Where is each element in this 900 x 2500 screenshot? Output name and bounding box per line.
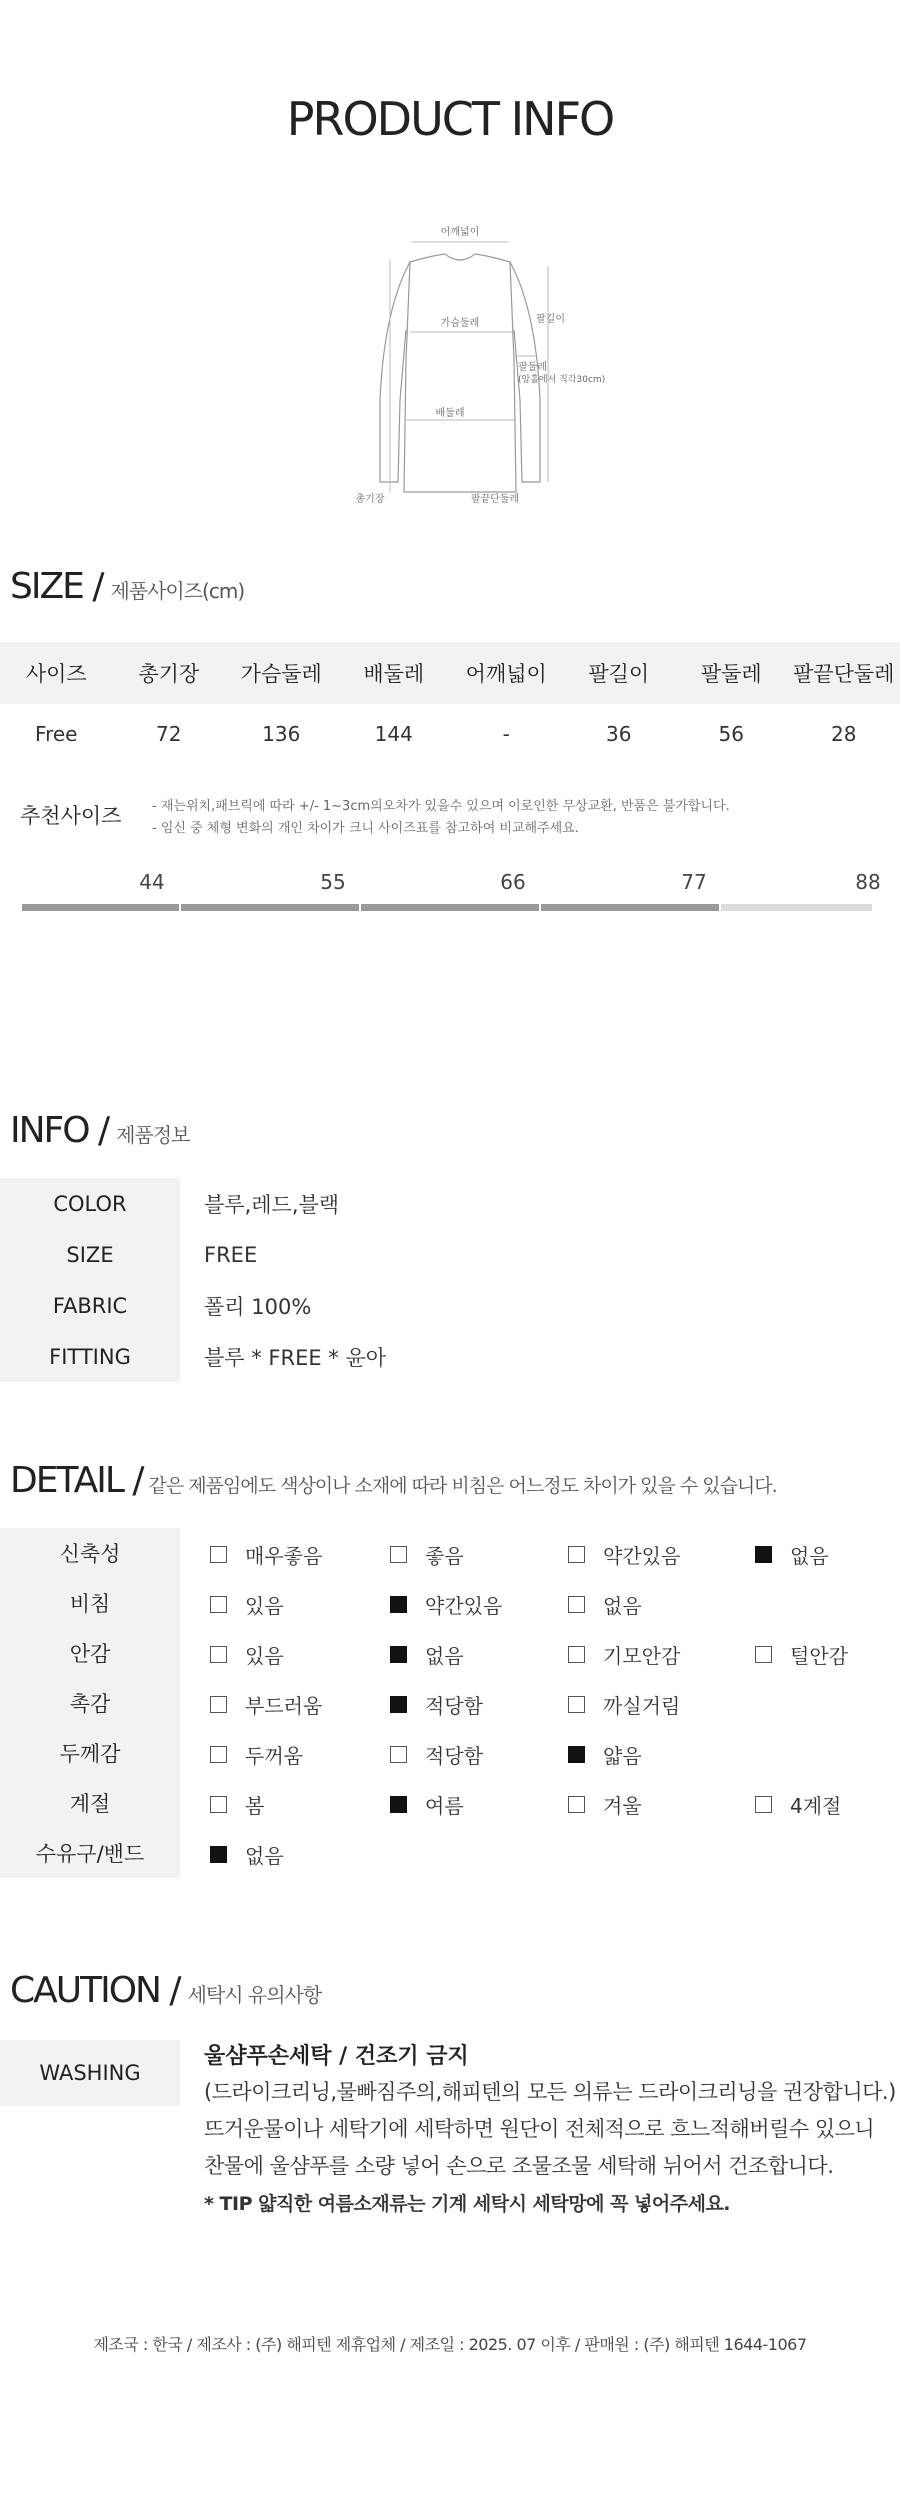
checkbox-checked [210,1846,227,1863]
detail-options [180,1828,900,1878]
option-label: 까실거림 [603,1694,681,1718]
detail-options [180,1628,900,1678]
size-col-header: 어깨넓이 [465,662,547,686]
size-cell: Free [35,722,78,746]
checkbox-checked [755,1546,772,1563]
detail-option [390,1540,464,1569]
detail-key: 촉감 [0,1678,180,1728]
washing-line: (드라이크리닝,물빠짐주의,해피텐의 모든 의류는 드라이크리닝을 권장합니다.) [204,2080,896,2104]
info-subheading: 제품정보 [116,1123,190,1147]
detail-option [568,1640,680,1669]
size-col-header: 팔길이 [588,662,650,686]
info-value: 폴리 100% [204,1294,312,1319]
detail-option [210,1840,284,1869]
detail-options [180,1528,900,1578]
sleeve-width-note: (암홀에서 직각30cm) [518,375,606,385]
option-label: 있음 [245,1594,284,1618]
option-label: 약간있음 [603,1544,681,1568]
option-label: 없음 [245,1844,284,1868]
detail-key: 두께감 [0,1728,180,1778]
checkbox-checked [390,1696,407,1713]
size-col-header: 사이즈 [25,662,87,686]
checkbox [210,1746,227,1763]
option-label: 있음 [245,1644,284,1668]
option-label: 봄 [245,1794,265,1818]
detail-option [390,1790,464,1819]
sleeve-width-label: 팔둘레 [518,362,547,373]
option-label: 4계절 [790,1794,842,1818]
total-length-label: 총기장 [355,494,385,505]
info-key: FITTING [0,1331,180,1382]
checkbox [755,1796,772,1813]
checkbox [210,1646,227,1663]
size-table [0,642,900,764]
detail-option [210,1690,322,1719]
detail-key: 수유구/밴드 [0,1828,180,1878]
detail-options [180,1778,900,1828]
scale-label: 55 [320,870,346,894]
info-value: FREE [204,1242,258,1267]
option-label: 없음 [425,1644,464,1668]
option-label: 털안감 [790,1644,848,1668]
detail-key: 신축성 [0,1528,180,1578]
garment-measurement-diagram [340,220,606,510]
size-note: - 재는위치,패브릭에 따라 +/- 1~3cm의오차가 있을수 있으며 이로인한 무상교환, 반품은 불가합니다. [152,799,730,814]
checkbox [390,1746,407,1763]
size-note: - 임신 중 체형 변화의 개인 차이가 크니 사이즈표를 참고하여 비교해주세요. [152,821,579,836]
detail-subheading: 같은 제품임에도 색상이나 소재에 따라 비침은 어느정도 차이가 있을 수 있습니다. [148,1475,777,1497]
detail-option [568,1790,642,1819]
table-row [0,1778,900,1828]
option-label: 적당함 [425,1744,483,1768]
size-subheading: 제품사이즈(cm) [110,579,245,603]
option-label: 매우좋음 [245,1544,323,1568]
checkbox [755,1646,772,1663]
washing-line: 찬물에 울샴푸를 소량 넣어 손으로 조물조물 세탁해 뉘어서 건조합니다. [204,2154,834,2178]
washing-key: WASHING [0,2040,180,2106]
size-cell: 28 [831,722,857,746]
scale-label: 44 [139,870,165,894]
checkbox [568,1596,585,1613]
detail-key: 비침 [0,1578,180,1628]
detail-option [210,1540,322,1569]
option-label: 없음 [790,1544,829,1568]
detail-section-heading [10,1460,777,1501]
detail-option [210,1590,284,1619]
option-label: 여름 [425,1794,464,1818]
size-col-header: 팔둘레 [700,662,762,686]
option-label: 기모안감 [603,1644,681,1668]
table-row [0,1578,900,1628]
scale-segment [721,904,872,911]
checkbox [568,1546,585,1563]
detail-heading: DETAIL / [10,1460,143,1501]
washing-title: 울샴푸손세탁 / 건조기 금지 [204,2044,469,2069]
size-col-header: 팔끝단둘레 [793,662,895,686]
table-row [0,1280,900,1331]
detail-option [210,1740,303,1769]
table-row [0,1178,900,1229]
detail-option [210,1640,284,1669]
checkbox [568,1646,585,1663]
washing-instructions [204,2040,894,2223]
option-label: 좋음 [425,1544,464,1568]
scale-label: 88 [855,870,881,894]
size-notes [152,796,730,840]
info-heading: INFO / [10,1110,109,1151]
scale-label: 66 [500,870,526,894]
detail-option [568,1540,680,1569]
checkbox-checked [390,1796,407,1813]
option-label: 얇음 [603,1744,642,1768]
checkbox [568,1696,585,1713]
option-label: 없음 [603,1594,642,1618]
info-key: SIZE [0,1229,180,1280]
detail-option [390,1740,483,1769]
caution-heading: CAUTION / [10,1970,180,2011]
table-row [0,1229,900,1280]
option-label: 부드러움 [245,1694,323,1718]
info-value: 블루 * FREE * 윤아 [204,1345,387,1370]
detail-options [180,1728,900,1778]
table-row [0,1678,900,1728]
info-table [0,1178,900,1382]
scale-segment [541,904,719,911]
checkbox [210,1546,227,1563]
size-cell: 72 [156,722,182,746]
checkbox [568,1796,585,1813]
info-section-heading [10,1110,189,1151]
detail-option [755,1790,841,1819]
detail-option [568,1590,642,1619]
detail-options [180,1678,900,1728]
size-col-header: 배둘레 [363,662,425,686]
detail-key: 안감 [0,1628,180,1678]
size-col-header: 총기장 [138,662,200,686]
sleeve-length-label: 팔길이 [536,314,565,325]
table-row [0,1628,900,1678]
size-cell: 136 [262,722,301,746]
waist-label: 배둘레 [435,408,465,419]
checkbox [210,1796,227,1813]
info-key: COLOR [0,1178,180,1229]
detail-option [568,1690,680,1719]
detail-option [210,1790,264,1819]
chest-label: 가슴둘레 [440,318,480,329]
checkbox [210,1596,227,1613]
scale-label: 77 [681,870,707,894]
size-cell: - [502,722,510,746]
size-cell: 144 [374,722,413,746]
size-cell: 56 [718,722,744,746]
page-title: PRODUCT INFO [286,92,614,146]
size-col-header: 가슴둘레 [240,662,322,686]
cuff-label: 팔끝단둘레 [470,494,520,505]
checkbox [390,1546,407,1563]
table-row [0,1728,900,1778]
detail-option [390,1690,483,1719]
manufacturer-footer: 제조국 : 한국 / 제조사 : (주) 해피텐 제휴업체 / 제조일 : 2025. 07 이후 / 판매원 : (주) 해피텐 1644-1067 [93,2335,807,2354]
checkbox-checked [390,1596,407,1613]
shoulder-label: 어깨넓이 [440,227,480,238]
scale-segment [181,904,359,911]
option-label: 겨울 [603,1794,642,1818]
washing-tip: * TIP 얇직한 여름소재류는 기계 세탁시 세탁망에 꼭 넣어주세요. [204,2193,731,2215]
detail-option [755,1540,829,1569]
detail-options [180,1578,900,1628]
recommend-size-label: 추천사이즈 [20,804,122,828]
checkbox-checked [568,1746,585,1763]
scale-segment [22,904,179,911]
table-row [0,704,900,764]
recommend-size-scale [22,870,881,920]
table-row [0,1828,900,1878]
detail-option [390,1640,464,1669]
option-label: 두꺼움 [245,1744,303,1768]
table-row [0,1331,900,1382]
caution-section-heading [10,1970,321,2011]
size-section-heading [10,566,244,607]
size-table-header [0,642,900,704]
detail-option [755,1640,848,1669]
checkbox-checked [390,1646,407,1663]
checkbox [210,1696,227,1713]
info-key: FABRIC [0,1280,180,1331]
info-value: 블루,레드,블랙 [204,1192,340,1217]
detail-key: 계절 [0,1778,180,1828]
option-label: 적당함 [425,1694,483,1718]
detail-option [568,1740,642,1769]
size-heading: SIZE / [10,566,103,607]
size-cell: 36 [606,722,632,746]
detail-option [390,1590,502,1619]
caution-subheading: 세탁시 유의사항 [187,1983,322,2007]
detail-table [0,1528,900,1878]
scale-segment [361,904,539,911]
washing-line: 뜨거운물이나 세탁기에 세탁하면 원단이 전체적으로 흐느적해버릴수 있으니 [204,2117,875,2141]
option-label: 약간있음 [425,1594,503,1618]
table-row [0,1528,900,1578]
